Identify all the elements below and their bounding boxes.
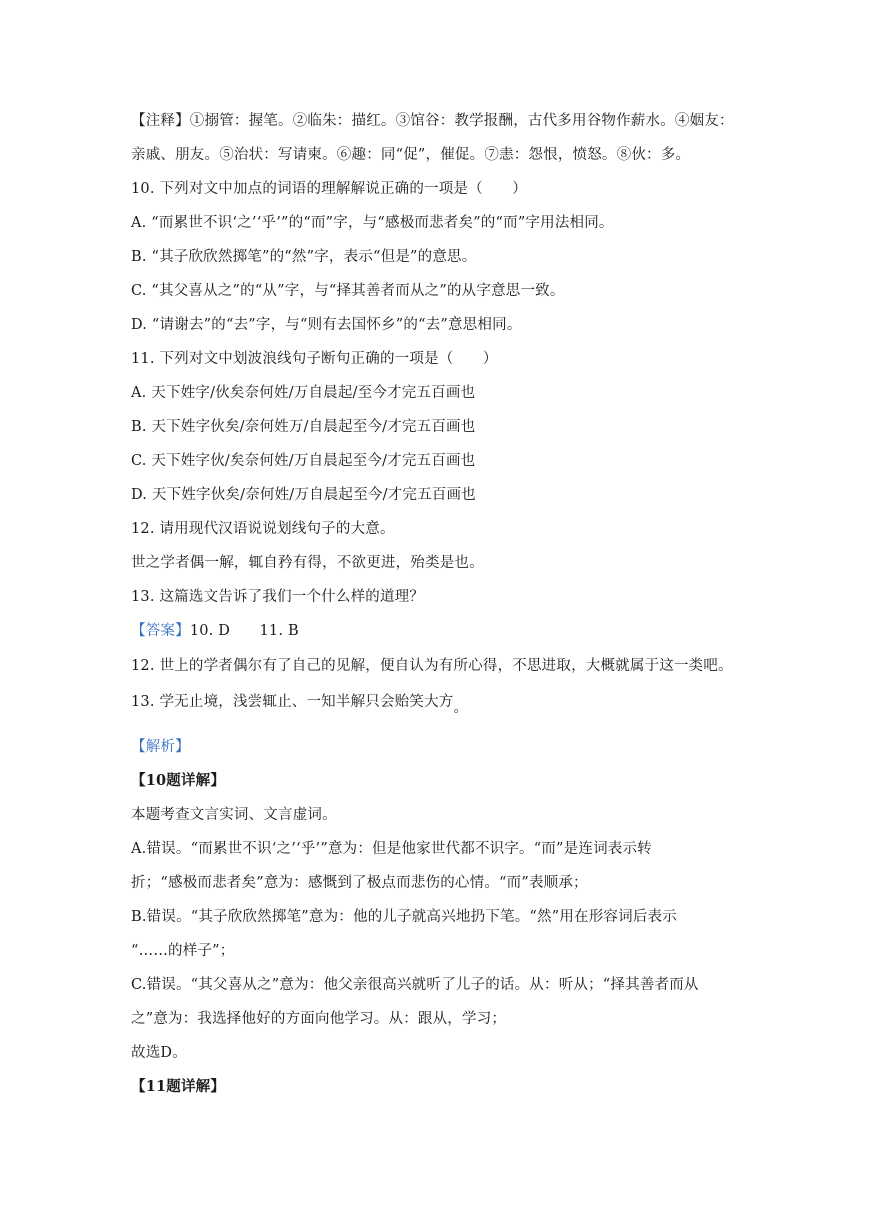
- detail-10-b-line-2: “……的样子”；: [131, 943, 235, 959]
- question-10-option-d: D. “请谢去”的“去”字，与“则有去国怀乡”的“去”意思相同。: [131, 317, 522, 333]
- question-11-option-a: A. 天下姓字/伙矣奈何姓/万自晨起/至今才完五百画也: [131, 385, 476, 401]
- question-11-option-c: C. 天下姓字伙/矣奈何姓/万自晨起至今/才完五百画也: [131, 453, 476, 469]
- question-11-option-d: D. 天下姓字伙矣/奈何姓/万自晨起至今/才完五百画也: [131, 487, 476, 503]
- notes-line-1: 【注释】①搦管：握笔。②临朱：描红。③馆谷：教学报酬，古代多用谷物作薪水。④姻友：: [131, 113, 734, 129]
- question-13: 13. 这篇选文告诉了我们一个什么样的道理？: [131, 589, 425, 605]
- detail-11-heading: 【11题详解】: [131, 1078, 226, 1095]
- analysis-label: 【解析】: [131, 739, 190, 755]
- answer-label: 【答案】: [131, 623, 190, 639]
- notes-line-2: 亲戚、朋友。⑤治状：写请柬。⑥趣：同“促”，催促。⑦恚：怨恨，愤怒。⑧伙：多。: [131, 147, 691, 163]
- answer-13-line: [131, 692, 749, 716]
- answer-line: [131, 621, 749, 641]
- answer-12: 12. 世上的学者偶尔有了自己的见解，便自认为有所心得，不思进取，大概就属于这一类吧。: [131, 658, 733, 674]
- detail-10-conclusion: 故选D。: [131, 1045, 187, 1061]
- detail-10-a-line-2: 折；“感极而悲者矣”意为：感慨到了极点而悲伤的心情。“而”表顺承；: [131, 875, 588, 891]
- question-11-option-b: B. 天下姓字伙矣/奈何姓万/自晨起至今/才完五百画也: [131, 419, 476, 435]
- detail-10-heading: 【10题详解】: [131, 772, 226, 789]
- detail-10-intro: 本题考查文言实词、文言虚词。: [131, 807, 337, 823]
- question-10: 10. 下列对文中加点的词语的理解解说正确的一项是（ ）: [131, 181, 527, 197]
- detail-10-b-line-1: B.错误。“其子欣欣然掷笔”意为：他的儿子就高兴地扔下笔。“然”用在形容词后表示: [131, 909, 677, 925]
- detail-10-c-line-1: C.错误。“其父喜从之”意为：他父亲很高兴就听了儿子的话。从：听从；“择其善者而从: [131, 977, 699, 993]
- answer-10-11: 10. D 11. B: [189, 623, 299, 639]
- question-10-option-a: A. “而累世不识‘之’‘乎’”的“而”字，与“感极而悲者矣”的“而”字用法相同。: [131, 215, 614, 231]
- detail-10-a-line-1: A.错误。“而累世不识‘之’‘乎’”意为：但是他家世代都不识字。“而”是连词表示转: [131, 841, 652, 857]
- answer-13-period: 。: [453, 700, 469, 716]
- question-10-option-b: B. “其子欣欣然掷笔”的“然”字，表示“但是”的意思。: [131, 249, 477, 265]
- answer-13: 13. 学无止境，浅尝辄止、一知半解只会贻笑大方: [131, 694, 454, 710]
- question-10-option-c: C. “其父喜从之”的“从”字，与“择其善者而从之”的从字意思一致。: [131, 283, 565, 299]
- question-11: 11. 下列对文中划波浪线句子断句正确的一项是（ ）: [131, 351, 498, 367]
- question-12: 12. 请用现代汉语说说划线句子的大意。: [131, 521, 395, 537]
- question-12-sentence: 世之学者偶一解，辄自矜有得，不欲更进，殆类是也。: [131, 555, 484, 571]
- detail-10-c-line-2: 之”意为：我选择他好的方面向他学习。从：跟从，学习；: [131, 1011, 507, 1027]
